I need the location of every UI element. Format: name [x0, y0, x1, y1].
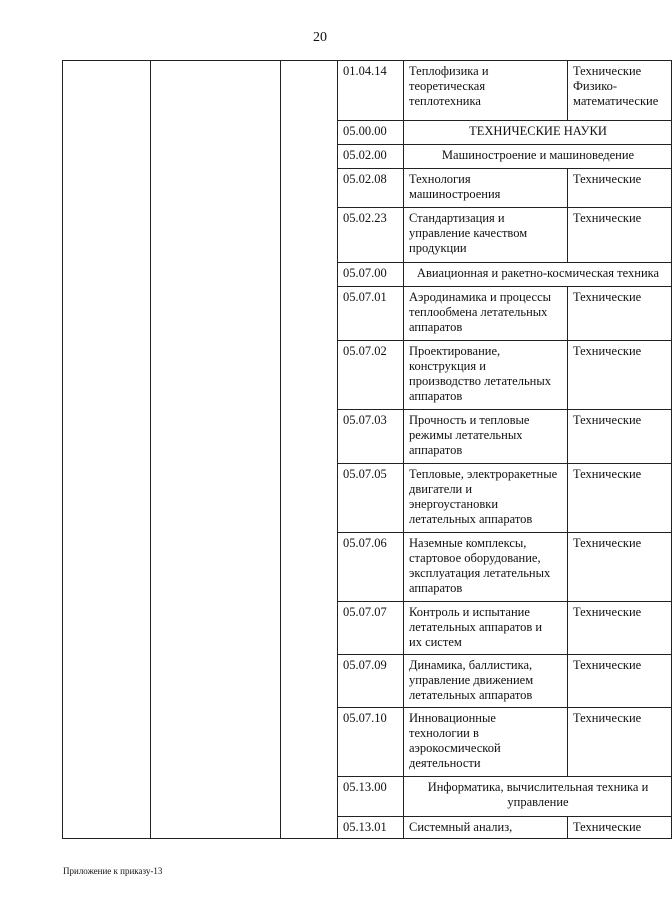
section-heading — [404, 145, 672, 169]
specialty-name — [404, 602, 568, 655]
cell-line: Технические — [573, 605, 642, 619]
specialty-code: 05.02.08 — [338, 169, 404, 208]
cell-line: аппаратов — [409, 581, 463, 595]
specialty-name — [404, 817, 568, 839]
science-branch — [568, 341, 672, 410]
footer-note: Приложение к приказу-13 — [63, 866, 163, 876]
specialty-name — [404, 533, 568, 602]
cell-line: Прочность и тепловые — [409, 413, 530, 427]
specialty-code: 05.07.03 — [338, 410, 404, 464]
section-heading — [404, 777, 672, 817]
cell-line: Проектирование, — [409, 344, 501, 358]
science-branch — [568, 817, 672, 839]
science-branch — [568, 464, 672, 533]
cell-line: Аэродинамика и процессы — [409, 290, 552, 304]
cell-line: стартовое оборудование, — [409, 551, 541, 565]
cell-line: управление качеством — [409, 226, 528, 240]
specialty-code: 05.07.02 — [338, 341, 404, 410]
science-branch — [568, 169, 672, 208]
section-heading — [404, 121, 672, 145]
cell-line: продукции — [409, 241, 467, 255]
cell-line: Инновационные — [409, 711, 496, 725]
table-row — [63, 61, 672, 121]
specialty-code: 05.07.05 — [338, 464, 404, 533]
cell-line: Машиностроение и машиноведение — [441, 148, 635, 162]
cell-line: математические — [573, 94, 659, 108]
cell-line: Технические — [573, 64, 642, 78]
cell-line: теоретическая — [409, 79, 486, 93]
cell-line: летательных аппаратов — [409, 512, 533, 526]
specialty-name — [404, 287, 568, 341]
cell-line: теплотехника — [409, 94, 481, 108]
cell-line: Технические — [573, 290, 642, 304]
cell-line: Контроль и испытание — [409, 605, 530, 619]
specialty-name — [404, 169, 568, 208]
cell-line: Авиационная и ракетно-космическая техника — [416, 266, 660, 280]
cell-line: деятельности — [409, 756, 481, 770]
cell-line: Технические — [573, 536, 642, 550]
section-heading — [404, 263, 672, 287]
cell-line: энергоустановки — [409, 497, 499, 511]
cell-line: Технические — [573, 711, 642, 725]
specialty-code: 05.07.00 — [338, 263, 404, 287]
science-branch — [568, 61, 672, 121]
cell-line: Технические — [573, 658, 642, 672]
science-branch — [568, 208, 672, 263]
specialty-code: 05.07.10 — [338, 708, 404, 777]
cell-line: Информатика, вычислительная техника и — [427, 780, 649, 794]
blank-col-1 — [63, 61, 151, 839]
cell-line: Теплофизика и — [409, 64, 489, 78]
specialty-code: 05.07.06 — [338, 533, 404, 602]
cell-line: Технические — [573, 413, 642, 427]
cell-line: Технические — [573, 467, 642, 481]
cell-line: двигатели и — [409, 482, 473, 496]
page-number: 20 — [313, 30, 327, 45]
table-body — [63, 61, 672, 839]
science-branch — [568, 655, 672, 708]
specialty-code: 05.00.00 — [338, 121, 404, 145]
specialty-name — [404, 410, 568, 464]
cell-line: Технические — [573, 172, 642, 186]
cell-line: конструкция и — [409, 359, 486, 373]
specialty-name — [404, 655, 568, 708]
specialty-code: 05.07.01 — [338, 287, 404, 341]
specialty-code: 05.13.00 — [338, 777, 404, 817]
cell-line: ТЕХНИЧЕСКИЕ НАУКИ — [469, 124, 607, 138]
blank-col-2 — [151, 61, 281, 839]
cell-line: эксплуатация летательных — [409, 566, 551, 580]
science-branch — [568, 287, 672, 341]
specialty-name — [404, 61, 568, 121]
specialty-code: 05.07.09 — [338, 655, 404, 708]
specialty-code: 05.02.00 — [338, 145, 404, 169]
specialty-code: 05.13.01 — [338, 817, 404, 839]
specialty-code: 01.04.14 — [338, 61, 404, 121]
cell-line: Технические — [573, 211, 642, 225]
cell-line: режимы летательных — [409, 428, 523, 442]
science-branch — [568, 708, 672, 777]
cell-line: управление — [507, 795, 569, 809]
specialty-name — [404, 464, 568, 533]
cell-line: аппаратов — [409, 320, 463, 334]
cell-line: Технология — [409, 172, 471, 186]
cell-line: производство летательных — [409, 374, 551, 388]
cell-line: их систем — [409, 635, 462, 649]
science-branch — [568, 410, 672, 464]
blank-col-3 — [281, 61, 338, 839]
cell-line: Физико- — [573, 79, 618, 93]
specialty-table — [62, 60, 672, 839]
specialty-name — [404, 341, 568, 410]
cell-line: Стандартизация и — [409, 211, 505, 225]
cell-line: управление движением — [409, 673, 534, 687]
specialty-name — [404, 208, 568, 263]
cell-line: машиностроения — [409, 187, 501, 201]
cell-line: Динамика, баллистика, — [409, 658, 533, 672]
cell-line: Системный анализ, — [409, 820, 513, 834]
cell-line: аппаратов — [409, 443, 463, 457]
cell-line: аппаратов — [409, 389, 463, 403]
cell-line: теплообмена летательных — [409, 305, 548, 319]
specialty-code: 05.02.23 — [338, 208, 404, 263]
science-branch — [568, 533, 672, 602]
specialty-name — [404, 708, 568, 777]
cell-line: Технические — [573, 820, 642, 834]
specialty-code: 05.07.07 — [338, 602, 404, 655]
cell-line: Тепловые, электроракетные — [409, 467, 558, 481]
cell-line: технологии в — [409, 726, 479, 740]
cell-line: Технические — [573, 344, 642, 358]
cell-line: летательных аппаратов и — [409, 620, 543, 634]
science-branch — [568, 602, 672, 655]
cell-line: летательных аппаратов — [409, 688, 533, 702]
cell-line: Наземные комплексы, — [409, 536, 527, 550]
cell-line: аэрокосмической — [409, 741, 501, 755]
